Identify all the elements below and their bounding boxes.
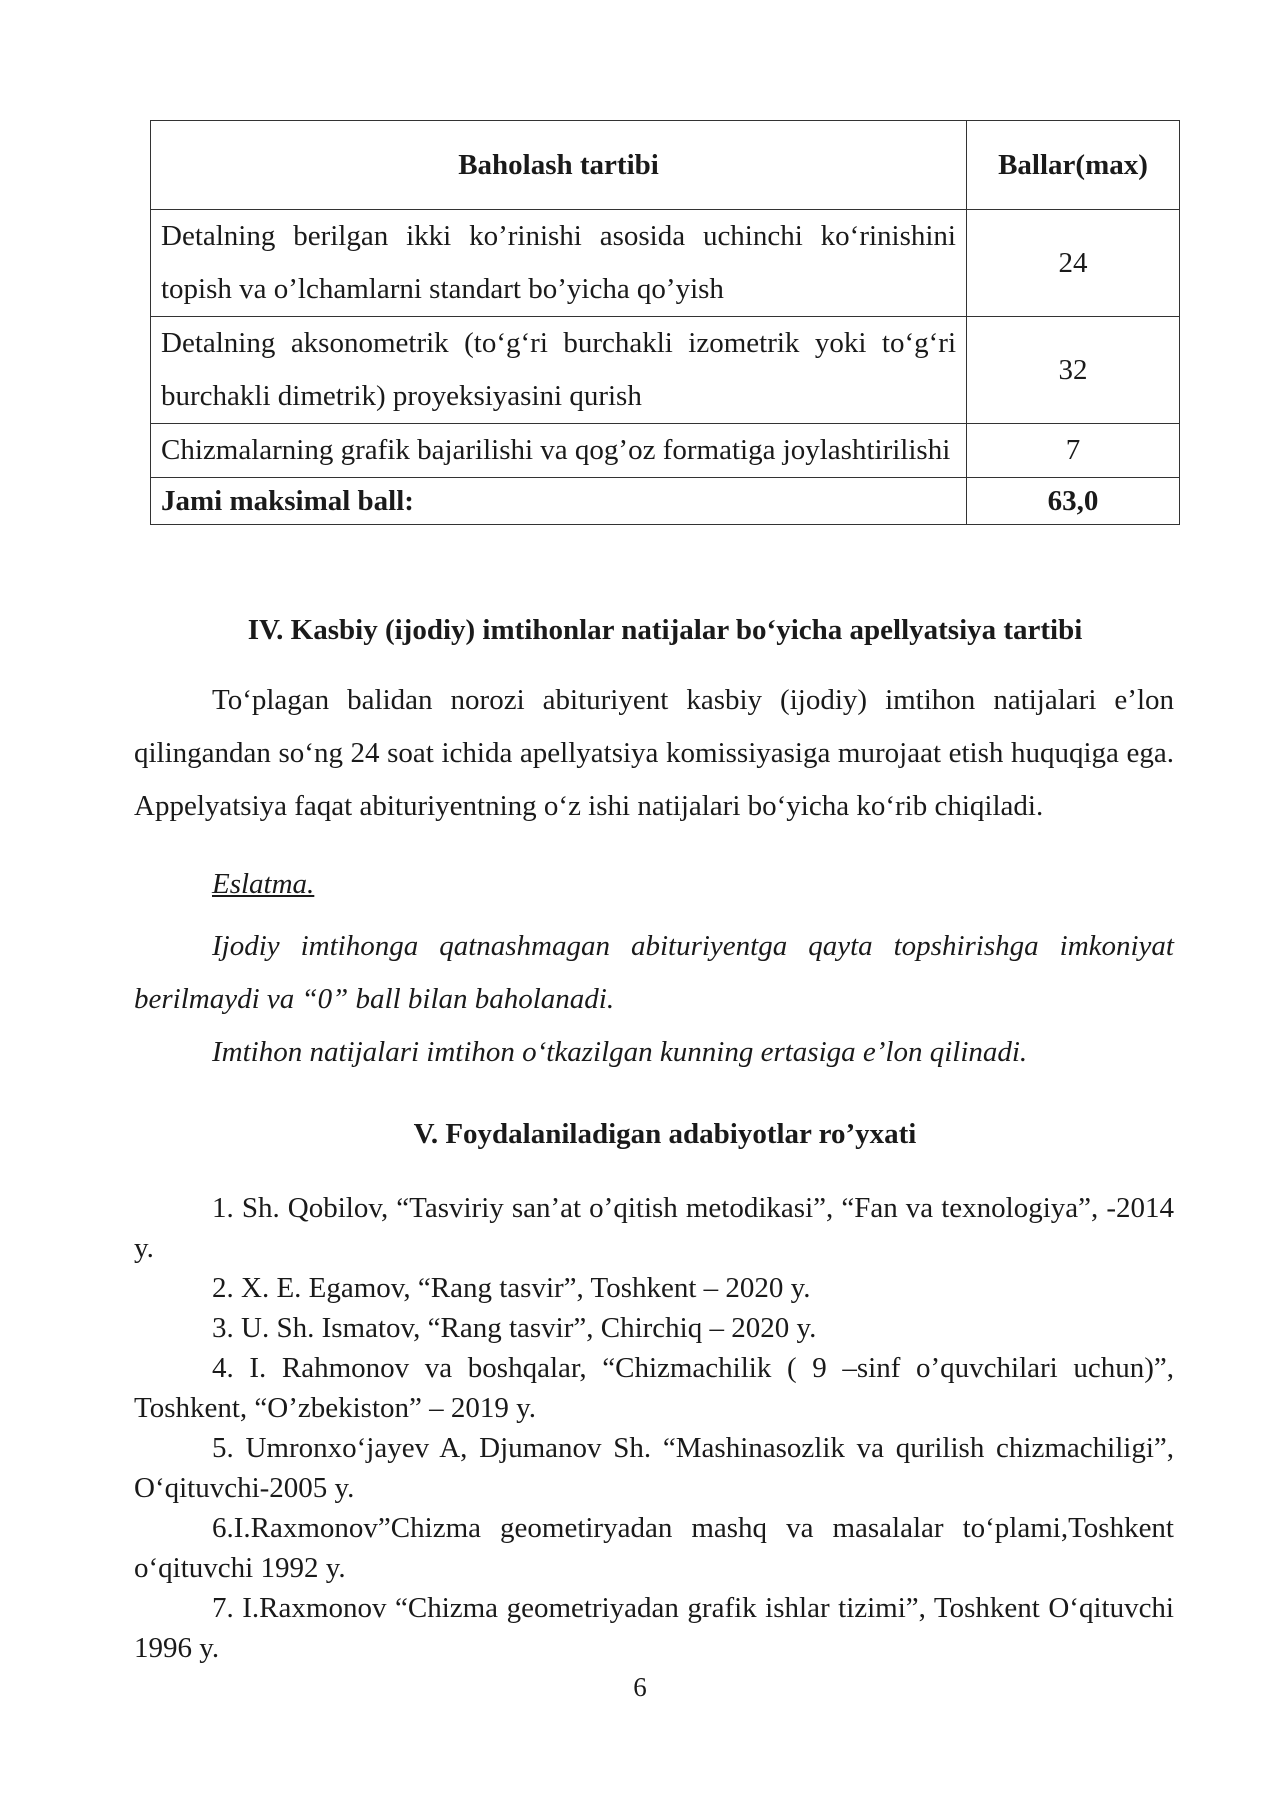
total-value: 63,0	[967, 478, 1180, 525]
list-item: 1. Sh. Qobilov, “Tasviriy san’at o’qitish metodikasi”, “Fan va texnologiya”, -2014 y.	[134, 1192, 1174, 1264]
points-cell: 24	[967, 210, 1180, 317]
section-5-heading: V. Foydalaniladigan adabiyotlar ro’yxati	[413, 1118, 917, 1150]
list-item: 7. I.Raxmonov “Chizma geometriyadan grafik ishlar tizimi”, Toshkent O‘qituvchi 1996 y.	[134, 1592, 1174, 1664]
total-row	[151, 478, 1180, 525]
criteria-cell: Detalning berilgan ikki ko’rinishi asosida uchinchi ko‘rinishini topish va o’lchamlarni standart bo’yicha qo’yish	[151, 210, 967, 317]
reference-list	[134, 1188, 1174, 1668]
table-row	[151, 317, 1180, 424]
points-cell: 32	[967, 317, 1180, 424]
criteria-cell: Chizmalarning grafik bajarilishi va qog’oz formatiga joylashtirilishi	[151, 424, 967, 478]
points-cell: 7	[967, 424, 1180, 478]
table-row	[151, 210, 1180, 317]
section-4-heading: IV. Kasbiy (ijodiy) imtihonlar natijalar bo‘yicha apellyatsiya tartibi	[247, 614, 1083, 646]
list-item: 4. I. Rahmonov va boshqalar, “Chizmachilik ( 9 –sinf o’quvchilari uchun)”, Toshkent, “O’zbekiston” – 2019 y.	[134, 1352, 1174, 1424]
table-row	[151, 424, 1180, 478]
grading-table	[150, 120, 1180, 525]
points-header: Ballar(max)	[967, 121, 1180, 210]
appeal-paragraph: To‘plagan balidan norozi abituriyent kasbiy (ijodiy) imtihon natijalari e’lon qilingandan so‘ng 24 soat ichida apellyatsiya komissiyasiga murojaat etish huquqiga ega. Appelyatsiya faqat abituriyentning o‘z ishi natijalari bo‘yicha ko‘rib chiqiladi.	[134, 684, 1174, 822]
table-header-row	[151, 121, 1180, 210]
total-label: Jami maksimal ball:	[151, 478, 967, 525]
note-title: Eslatma.	[212, 868, 315, 900]
list-item: 5. Umronxo‘jayev A, Djumanov Sh. “Mashinasozlik va qurilish chizmachiligi”, O‘qituvchi-2005 y.	[134, 1432, 1174, 1504]
note-line-2: Imtihon natijalari imtihon o‘tkazilgan kunning ertasiga e’lon qilinadi.	[212, 1036, 1028, 1068]
criteria-cell: Detalning aksonometrik (to‘g‘ri burchakli izometrik yoki to‘g‘ri burchakli dimetrik) proyeksiyasini qurish	[151, 317, 967, 424]
list-item: 3. U. Sh. Ismatov, “Rang tasvir”, Chirchiq – 2020 y.	[212, 1312, 817, 1344]
criteria-header: Baholash tartibi	[151, 121, 967, 210]
note-line-1: Ijodiy imtihonga qatnashmagan abituriyentga qayta topshirishga imkoniyat berilmaydi va “0” ball bilan baholanadi.	[134, 930, 1174, 1015]
list-item: 6.I.Raxmonov”Chizma geometiryadan mashq va masalalar to‘plami,Toshkent o‘qituvchi 1992 y.	[134, 1512, 1174, 1584]
list-item: 2. X. E. Egamov, “Rang tasvir”, Toshkent – 2020 y.	[212, 1272, 811, 1304]
page-number: 6	[633, 1672, 647, 1702]
